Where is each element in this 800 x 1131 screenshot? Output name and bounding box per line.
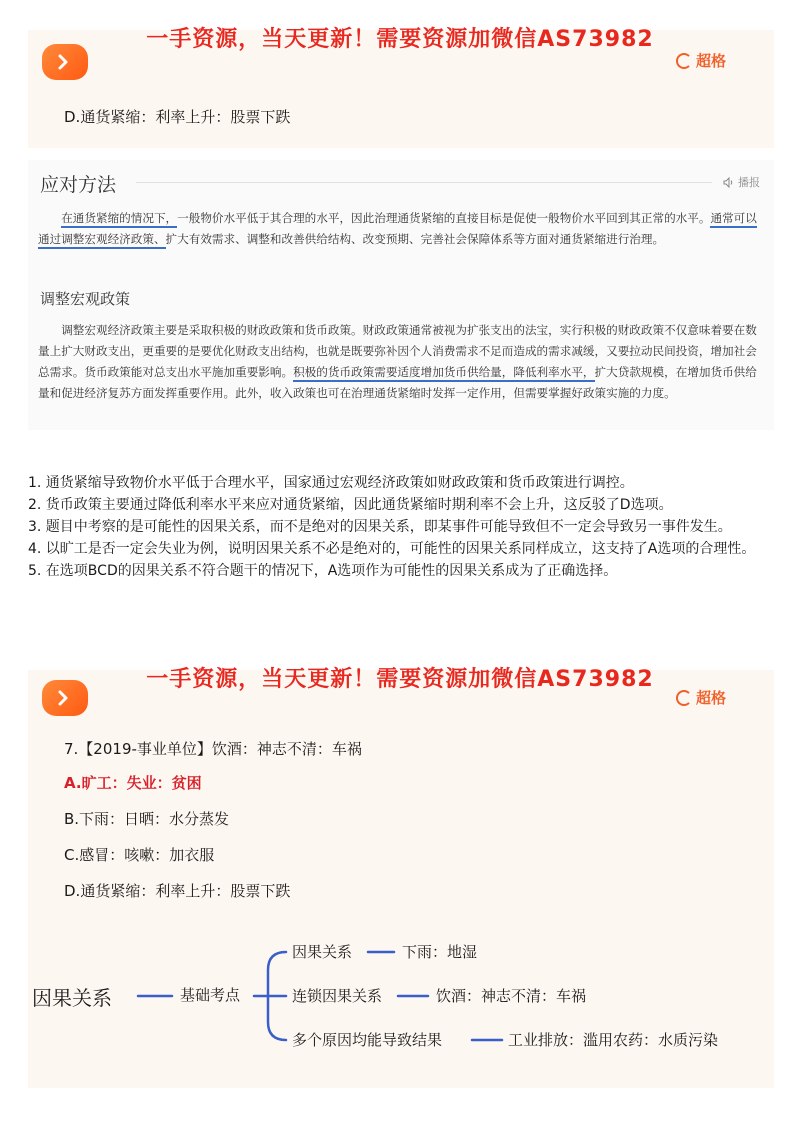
speaker-icon — [723, 177, 735, 188]
promo-banner-bottom: 一手资源，当天更新！需要资源加微信AS73982 — [146, 667, 654, 692]
note-item: 5. 在选项BCD的因果关系不符合题干的情况下，A选项作为可能性的因果关系成为了正确选择。 — [28, 563, 618, 579]
promo-banner-top: 一手资源，当天更新！需要资源加微信AS73982 — [146, 27, 654, 52]
mindmap-branch-2-example: 饮酒：神志不清：车祸 — [436, 987, 587, 1005]
excerpt-paragraph-1: 在通货紧缩的情况下，一般物价水平低于其合理的水平，因此治理通货紧缩的直接目标是促使一般物价水平回到其正常的水平。通常可以通过调整宏观经济政策、扩大有效需求、调整和改善供给结构、改变预期、完善社会保障体系等方面对通货紧缩进行治理。 — [38, 208, 760, 250]
double-chevron-right-icon — [55, 52, 75, 72]
underlined-phrase: 在通货紧缩的情况下， — [61, 211, 177, 228]
option-c[interactable]: C.感冒：咳嗽：加衣服 — [64, 846, 215, 864]
underlined-phrase: 通常可以通过调整宏观经济政策、 — [38, 211, 757, 249]
mindmap-root: 因果关系 — [32, 986, 112, 1010]
mindmap-branch-1-example: 下雨：地湿 — [402, 943, 478, 961]
title-divider — [136, 182, 712, 183]
note-item: 4. 以旷工是否一定会失业为例，说明因果关系不必是绝对的，可能性的因果关系同样成立，这支持了A选项的合理性。 — [28, 541, 756, 557]
option-b[interactable]: B.下雨：日晒：水分蒸发 — [64, 810, 230, 828]
explanation-notes — [28, 472, 778, 582]
brand-logo — [676, 50, 726, 71]
underlined-phrase: 积极的货币政策需要适度增加货币供给量，降低利率水平， — [293, 365, 594, 382]
brand-name: 超格 — [695, 689, 726, 707]
play-audio-button[interactable] — [723, 174, 760, 190]
mindmap-branch-1: 因果关系 — [292, 943, 353, 961]
excerpt-subtitle: 调整宏观政策 — [40, 290, 131, 308]
option-a-correct[interactable]: A.旷工：失业：贫困 — [64, 774, 202, 792]
encyclopedia-excerpt — [28, 160, 774, 430]
mindmap-connectors — [28, 670, 774, 1088]
note-item: 2. 货币政策主要通过降低利率水平来应对通货紧缩，因此通货紧缩时期利率不会上升，这反驳了D选项。 — [28, 497, 673, 513]
mindmap-branch-3-example: 工业排放：滥用农药：水质污染 — [508, 1031, 719, 1049]
option-d-top: D.通货紧缩：利率上升：股票下跌 — [64, 108, 291, 126]
question-stem: 7.【2019-事业单位】饮酒：神志不清：车祸 — [64, 740, 362, 758]
option-d[interactable]: D.通货紧缩：利率上升：股票下跌 — [64, 882, 291, 900]
brand-name: 超格 — [695, 52, 726, 70]
note-item: 1. 通货紧缩导致物价水平低于合理水平，国家通过宏观经济政策如财政政策和货币政策进行调控。 — [28, 475, 634, 491]
note-item: 3. 题目中考察的是可能性的因果关系，而不是绝对的因果关系，即某事件可能导致但不一定会导致另一事件发生。 — [28, 519, 732, 535]
mindmap-branch-3: 多个原因均能导致结果 — [292, 1031, 443, 1049]
mindmap-middle: 基础考点 — [180, 986, 241, 1004]
excerpt-paragraph-2: 调整宏观经济政策主要是采取积极的财政政策和货币政策。财政政策通常被视为扩张支出的法宝，实行积极的财政政策不仅意味着要在数量上扩大财政支出，更重要的是要优化财政支出结构，也就是既要弥补因个人消费需求不足而造成的需求减缓，又要拉动民间投资，增加社会总需求。货币政策能对总支出水平施加重要影响。积极的货币政策需要适度增加货币供给量，降低利率水平，扩大贷款规模，在增加货币供给量和促进经济复苏方面发挥重要作用。此外，收入政策也可在治理通货紧缩时发挥一定作用，但需要掌握好政策实施的力度。 — [38, 323, 757, 400]
g-logo-icon — [676, 53, 692, 69]
question-panel — [28, 670, 774, 1088]
excerpt-title: 应对方法 — [40, 174, 117, 196]
mindmap-branch-2: 连锁因果关系 — [292, 987, 383, 1005]
play-label: 播报 — [738, 176, 760, 189]
